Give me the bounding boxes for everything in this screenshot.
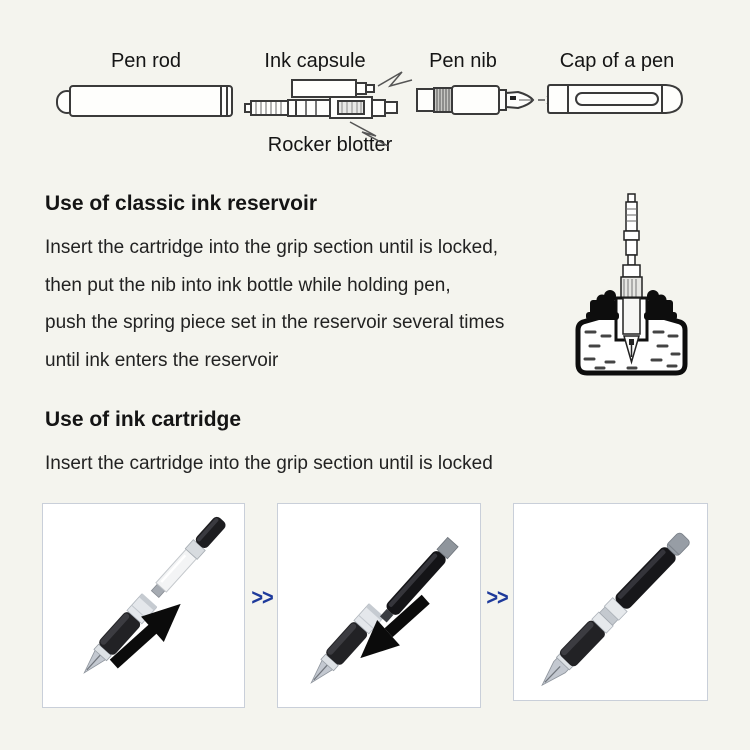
step-separator-chevrons: >> (251, 585, 273, 611)
step-photo-assembled-pen (513, 503, 708, 701)
pen-cap-drawing (548, 85, 682, 113)
assembled-pen (534, 529, 693, 692)
step-photo-insert-cartridge (277, 503, 481, 708)
reservoir-line: until ink enters the reservoir (45, 349, 279, 371)
pen-parts-diagram (0, 0, 750, 180)
reservoir-section (45, 192, 504, 379)
reservoir-heading: Use of classic ink reservoir (45, 192, 317, 215)
pen-nib-drawing (417, 86, 552, 114)
cartridge-heading: Use of ink cartridge (45, 408, 242, 431)
reservoir-line: Insert the cartridge into the grip section until is locked, (45, 237, 499, 258)
reservoir-line: then put the nib into ink bottle while holding pen, (45, 274, 451, 296)
step-photo-attach-converter (42, 503, 245, 708)
cartridge-line: Insert the cartridge into the grip section until is locked (45, 453, 493, 474)
pen-rod-drawing (57, 86, 232, 116)
label-rocker-blotter: Rocker blotter (267, 134, 393, 156)
step-separator-chevrons: >> (486, 585, 508, 611)
ink-capsule-drawing (292, 80, 374, 97)
dipped-pen-drawing (621, 194, 642, 307)
label-cap-of-pen: Cap of a pen (559, 50, 675, 72)
label-ink-capsule: Ink capsule (264, 50, 366, 72)
cartridge-section (45, 408, 493, 483)
reservoir-line: push the spring piece set in the reservoir several times (45, 312, 505, 333)
ink-bottle-illustration (566, 186, 716, 386)
label-pen-rod: Pen rod (110, 50, 182, 72)
converter-piece (149, 514, 228, 599)
label-pen-nib: Pen nib (429, 50, 497, 72)
rocker-blotter-drawing (245, 97, 397, 118)
